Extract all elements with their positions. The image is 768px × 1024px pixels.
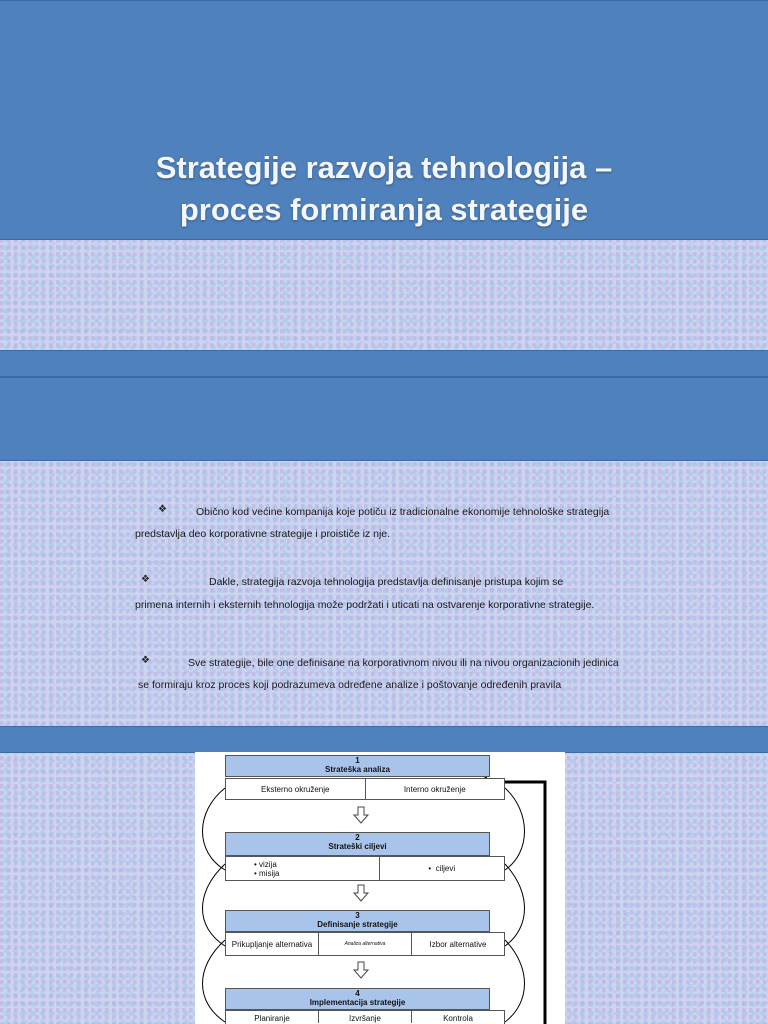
down-arrow-icon — [353, 961, 369, 979]
step-1-cell: Eksterno okruženje — [226, 779, 366, 799]
step-2-list-item: • vizija — [254, 859, 277, 869]
title-line-1: Strategije razvoja tehnologija – — [155, 150, 613, 185]
bullet-1-line-2: predstavlja deo korporativne strategije i proističe iz nje. — [135, 528, 391, 540]
step-1-cell: Interno okruženje — [403, 784, 466, 794]
bullet-3-line-1: Sve strategije, bile one definisane na korporativnom nivou ili na nivou organizacionih jedinica — [188, 657, 619, 669]
step-4-title: Implementacija strategije — [309, 998, 406, 1007]
step-1-header — [225, 755, 490, 777]
step-1-number: 1 — [355, 756, 360, 765]
down-arrow-icon — [353, 884, 369, 902]
step-3-cell: Izbor alternative — [429, 939, 487, 949]
step-2-list-item: • misija — [254, 868, 280, 878]
step-4-cell: Izvršanje — [319, 1011, 412, 1023]
bullet-diamond-icon: ❖ — [158, 504, 167, 515]
bullet-diamond-icon: ❖ — [141, 655, 150, 666]
step-2-cell: • ciljevi — [428, 864, 456, 873]
step-3-row — [225, 932, 505, 956]
step-3-cell: Prikupljanje alternativa — [226, 933, 319, 955]
divider-band-2 — [0, 377, 768, 461]
strategy-process-diagram — [195, 752, 565, 1024]
step-3-cell: Analiza alternativa — [319, 933, 412, 955]
divider-band-1 — [0, 350, 768, 377]
step-4-header — [225, 988, 490, 1010]
title-line-2: proces formiranja strategije — [179, 192, 589, 227]
step-2-row — [225, 856, 505, 881]
down-arrow-icon — [353, 806, 369, 824]
slide-title — [0, 147, 768, 231]
divider-band-3 — [0, 726, 768, 753]
step-4-row — [225, 1010, 505, 1024]
title-band — [0, 0, 768, 240]
step-2-cell — [226, 857, 380, 880]
step-1-title: Strateška analiza — [325, 765, 390, 774]
bullet-diamond-icon: ❖ — [141, 574, 150, 585]
step-3-header — [225, 910, 490, 932]
step-1-row — [225, 778, 505, 800]
step-2-title: Strateški ciljevi — [328, 842, 387, 851]
step-4-cell: Planiranje — [226, 1011, 319, 1023]
step-3-title: Definisanje strategije — [317, 920, 398, 929]
bullet-2-line-1: Dakle, strategija razvoja tehnologija predstavlja definisanje pristupa kojim se — [209, 576, 564, 588]
bullet-3-line-2: se formiraju kroz proces koji podrazumeva određene analize i poštovanje određenih pravila — [138, 679, 562, 691]
step-3-number: 3 — [355, 911, 360, 920]
step-2-header — [225, 832, 490, 856]
step-4-number: 4 — [355, 989, 360, 998]
bullet-1-line-1: Obično kod većine kompanija koje potiču iz tradicionalne ekonomije tehnološke strategija — [196, 506, 610, 518]
step-4-cell: Kontrola — [443, 1014, 473, 1023]
bullet-2-line-2: primena internih i eksternih tehnologija može podržati i uticati na ostvarenje korporativne strategije. — [135, 599, 595, 611]
step-2-number: 2 — [355, 833, 360, 842]
